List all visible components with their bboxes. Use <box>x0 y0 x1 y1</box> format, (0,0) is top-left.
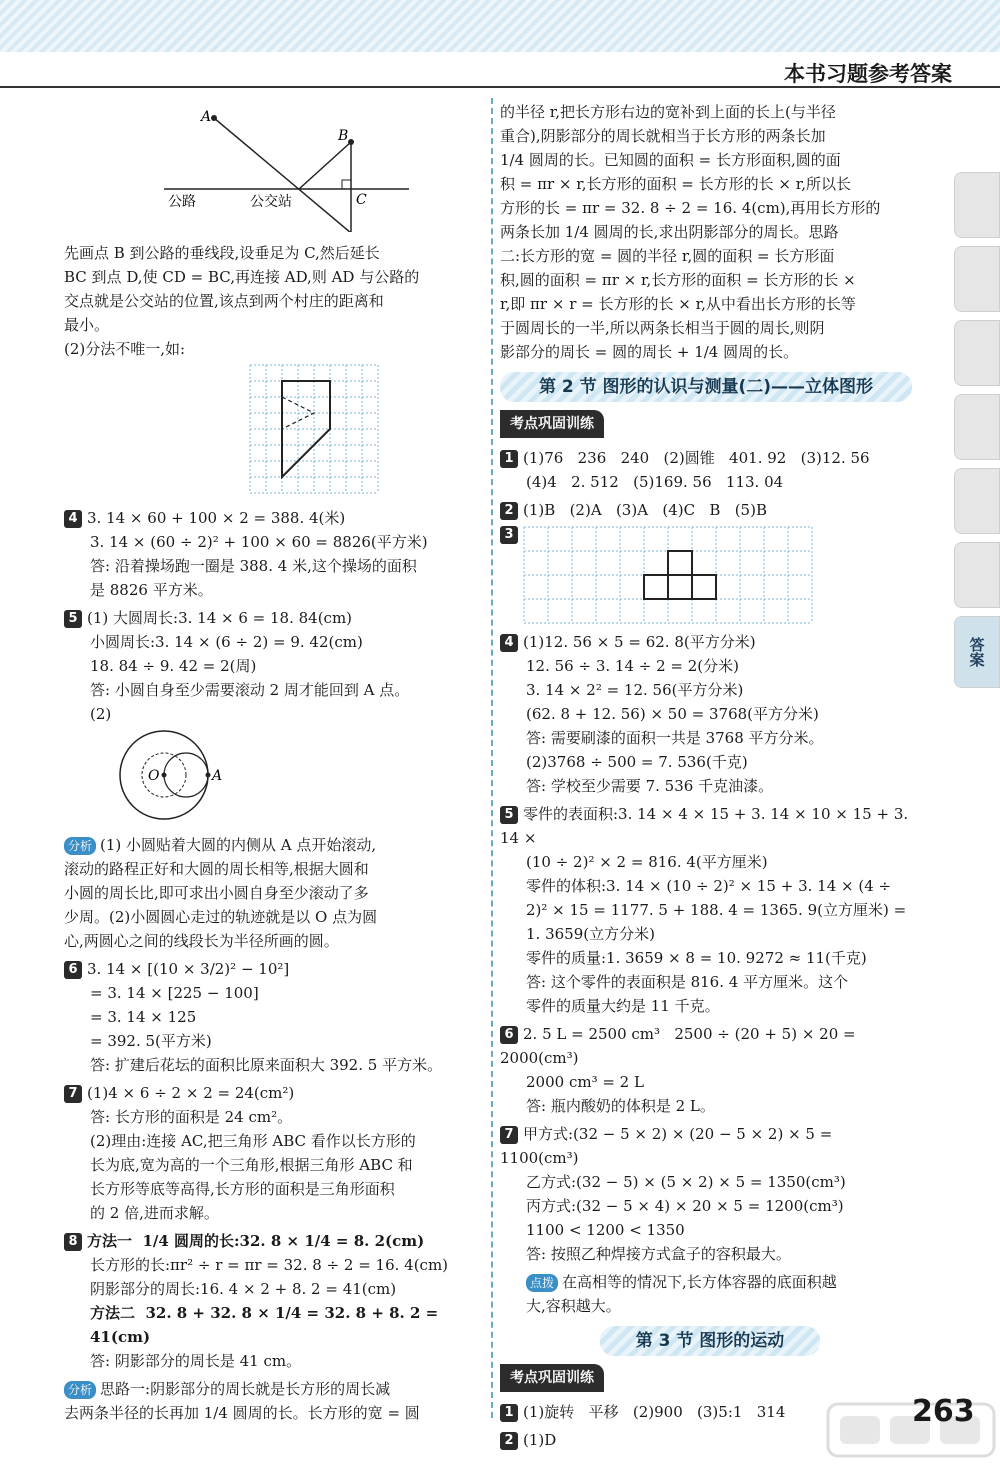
analysis-line: 小圆的周长比,即可求出小圆自身至少滚动了多 <box>64 884 369 902</box>
page-header-title: 本书习题参考答案 <box>784 62 952 86</box>
answer-line: 答: 需要刷漆的面积一共是 3768 平方分米。 <box>526 729 824 747</box>
circle-diagram <box>104 728 234 822</box>
paragraph-line: 方形的长 = πr = 32. 8 ÷ 2 = 16. 4(cm),再用长方形的 <box>500 199 881 217</box>
answer-line: 丙方式:(32 − 5 × 4) × 20 × 5 = 1200(cm³) <box>526 1197 844 1215</box>
answer-3 <box>500 526 912 626</box>
question-number-badge: 5 <box>64 610 82 628</box>
answer-6 <box>64 957 478 1077</box>
side-tab[interactable] <box>954 542 1000 608</box>
label-A: A <box>201 109 212 125</box>
answer-line: (1)12. 56 × 5 = 62. 8(平方分米) <box>523 633 756 651</box>
answer-line: 答: 这个零件的表面积是 816. 4 平方厘米。这个 <box>526 973 849 991</box>
answer-4 <box>64 506 478 602</box>
label-C: C <box>356 192 367 208</box>
label-A: A <box>212 768 223 784</box>
paragraph-line: 1/4 圆周的长。已知圆的面积 = 长方形面积,圆的面 <box>500 151 841 169</box>
answer-line: 3. 14 × [(10 × 3/2)² − 10²] <box>87 960 290 978</box>
tip-note <box>500 1270 912 1318</box>
note-line: 在高相等的情况下,长方体容器的底面积越 <box>562 1273 837 1291</box>
question-number-badge: 6 <box>500 1026 518 1044</box>
answer-line: 2)² × 15 = 1177. 5 + 188. 4 = 1365. 9(立方厘米) = <box>526 901 907 919</box>
answer-line: 3. 14 × 2² = 12. 56(平方分米) <box>526 681 744 699</box>
analysis-line: 去两条半径的长再加 1/4 圆周的长。长方形的宽 = 圆 <box>64 1404 420 1422</box>
answer-line: (2)3768 ÷ 500 = 7. 536(千克) <box>526 753 748 771</box>
paragraph-line: 两条长加 1/4 圆周的长,求出阴影部分的周长。思路 <box>500 223 839 241</box>
question-number-badge: 4 <box>500 634 518 652</box>
answer-line: = 3. 14 × [225 − 100] <box>90 984 259 1002</box>
paragraph-line: 于圆周长的一半,所以两条长相当于圆的周长,则阴 <box>500 319 825 337</box>
question-number-badge: 7 <box>500 1126 518 1144</box>
answer-line: (1)D <box>523 1431 557 1449</box>
answer-line: 甲方式:(32 − 5 × 2) × (20 − 5 × 2) × 5 = 1100(cm³) <box>500 1125 838 1167</box>
answer-line: 方法二 32. 8 + 32. 8 × 1/4 = 32. 8 + 8. 2 = 41(cm) <box>90 1304 444 1346</box>
answer-line: (10 ÷ 2)² × 2 = 816. 4(平方厘米) <box>526 853 768 871</box>
segment-B-station <box>299 142 351 189</box>
section-subheading: 考点巩固训练 <box>500 410 604 438</box>
side-tab[interactable] <box>954 320 1000 386</box>
answer-line: 是 8826 平方米。 <box>90 581 213 599</box>
answer-line: 答: 瓶内酸奶的体积是 2 L。 <box>526 1097 715 1115</box>
side-tab[interactable] <box>954 394 1000 460</box>
side-tab[interactable] <box>954 246 1000 312</box>
answer-line: 答: 扩建后花坛的面积比原来面积大 392. 5 平方米。 <box>90 1056 443 1074</box>
paragraph-line: 的半径 r,把长方形右边的宽补到上面的长上(与半径 <box>500 103 836 121</box>
label-B: B <box>338 128 349 144</box>
answer-line: 阴影部分的周长:16. 4 × 2 + 8. 2 = 41(cm) <box>90 1280 397 1298</box>
answer-line: 答: 小圆自身至少需要滚动 2 周才能回到 A 点。 <box>90 681 410 699</box>
answer-line: 答: 沿着操场跑一圈是 388. 4 米,这个操场的面积 <box>90 557 417 575</box>
point-A <box>206 773 211 778</box>
section-3-banner: 第 3 节 图形的运动 <box>600 1326 820 1356</box>
paragraph-line: 最小。 <box>64 316 110 334</box>
road-bus-stop-figure <box>64 100 478 239</box>
answer-line: 答: 学校至少需要 7. 536 千克油漆。 <box>526 777 774 795</box>
paragraph-line: 积,圆的面积 = πr × r,长方形的面积 = 长方形的长 × <box>500 271 856 289</box>
tip-tag: 点拨 <box>526 1274 558 1292</box>
right-angle-mark <box>342 180 351 189</box>
side-tab-answers[interactable] <box>954 616 1000 688</box>
point-B <box>348 139 354 145</box>
answer-line: 答: 阴影部分的周长是 41 cm。 <box>90 1352 302 1370</box>
answer-line: 的 2 倍,进而求解。 <box>90 1204 219 1222</box>
answer-line: 答: 按照乙种焊接方式盒子的容积最大。 <box>526 1245 791 1263</box>
answer-line: 方法一 1/4 圆周的长:32. 8 × 1/4 = 8. 2(cm) <box>87 1232 425 1250</box>
answer-line: 零件的质量:1. 3659 × 8 = 10. 9272 ≈ 11(千克) <box>526 949 867 967</box>
answer-line: (1)旋转 平移 (2)900 (3)5:1 314 <box>523 1403 786 1421</box>
answer-line: (62. 8 + 12. 56) × 50 = 3768(平方分米) <box>526 705 819 723</box>
cube-view-grid <box>523 526 813 626</box>
answer-4 <box>500 630 912 798</box>
answer-6 <box>500 1022 912 1118</box>
rolling-circle-figure <box>104 728 478 829</box>
answer-line: (4)4 2. 512 (5)169. 56 113. 04 <box>526 473 784 491</box>
question-number-badge: 2 <box>500 1432 518 1450</box>
question-number-badge: 1 <box>500 1404 518 1422</box>
analysis-2 <box>64 1377 478 1425</box>
answer-8 <box>64 1229 478 1373</box>
paragraph-line: 二:长方形的宽 = 圆的半径 r,圆的面积 = 长方形面 <box>500 247 835 265</box>
answer-line: (1)4 × 6 ÷ 2 × 2 = 24(cm²) <box>87 1084 295 1102</box>
side-tab-strip <box>954 172 1000 696</box>
question-number-badge: 2 <box>500 502 518 520</box>
grid-diagram <box>248 363 382 495</box>
answer-5 <box>500 802 912 1018</box>
page-number: 263 <box>912 1394 975 1429</box>
answer-line: 零件的体积:3. 14 × (10 ÷ 2)² × 15 + 3. 14 × (4 ÷ <box>526 877 892 895</box>
geometry-diagram <box>64 100 414 232</box>
question-number-badge: 6 <box>64 961 82 979</box>
left-column <box>64 98 478 1425</box>
answer-line: 长方形的长:πr² ÷ r = πr = 32. 8 ÷ 2 = 16. 4(cm) <box>90 1256 449 1274</box>
point-A <box>211 115 217 121</box>
analysis-line: 思路一:阴影部分的周长就是长方形的周长减 <box>100 1380 391 1398</box>
answer-7 <box>500 1122 912 1266</box>
answer-line: 3. 14 × 60 + 100 × 2 = 388. 4(米) <box>87 509 346 527</box>
paragraph-line: (2)分法不唯一,如: <box>64 340 186 358</box>
answer-line: 零件的表面积:3. 14 × 4 × 15 + 3. 14 × 10 × 15 + 3. 14 × <box>500 805 913 847</box>
analysis-1 <box>64 833 478 953</box>
side-tab[interactable] <box>954 468 1000 534</box>
paragraph-line: 积 = πr × r,长方形的面积 = 长方形的长 × r,所以长 <box>500 175 852 193</box>
analysis-line: 心,两圆心之间的线段长为半径所画的圆。 <box>64 932 339 950</box>
analysis-line: (1) 小圆贴着大圆的内侧从 A 点开始滚动, <box>100 836 377 854</box>
section-2-banner: 第 2 节 图形的认识与测量(二)——立体图形 <box>500 372 912 402</box>
answer-line: 2000 cm³ = 2 L <box>526 1073 644 1091</box>
answer-line: 长方形等底等高得,长方形的面积是三角形面积 <box>90 1180 395 1198</box>
question-number-badge: 3 <box>500 526 518 544</box>
answer-line: (1)B (2)A (3)A (4)C B (5)B <box>523 501 767 519</box>
question-number-badge: 1 <box>500 450 518 468</box>
grid-figure <box>248 363 478 502</box>
question-number-badge: 4 <box>64 510 82 528</box>
paragraph-line: r,即 πr × r = 长方形的长 × r,从中看出长方形的长等 <box>500 295 856 313</box>
segment-AD <box>214 118 351 232</box>
answer-line: 1. 3659(立方分米) <box>526 925 655 943</box>
side-tab-label: 答案 <box>967 637 986 667</box>
label-O: O <box>148 768 160 784</box>
answer-line: = 392. 5(平方米) <box>90 1032 212 1050</box>
answer-1 <box>500 446 912 494</box>
answer-line: 1100 < 1200 < 1350 <box>526 1221 685 1239</box>
analysis-tag: 分析 <box>64 837 96 855</box>
paragraph-line: BC 到点 D,使 CD = BC,再连接 AD,则 AD 与公路的 <box>64 268 420 286</box>
section-subheading: 考点巩固训练 <box>500 1364 604 1392</box>
label-bus-stop: 公交站 <box>250 194 292 210</box>
answer-5 <box>64 606 478 829</box>
paragraph-line: 交点就是公交站的位置,该点到两个村庄的距离和 <box>64 292 384 310</box>
answer-line: (1) 大圆周长:3. 14 × 6 = 18. 84(cm) <box>87 609 353 627</box>
answer-line: 3. 14 × (60 ÷ 2)² + 100 × 60 = 8826(平方米) <box>90 533 428 551</box>
column-divider <box>491 98 493 1418</box>
answer-line: 小圆周长:3. 14 × (6 ÷ 2) = 9. 42(cm) <box>90 633 363 651</box>
answer-line: (2) <box>90 705 112 723</box>
answer-line: 答: 长方形的面积是 24 cm²。 <box>90 1108 293 1126</box>
answer-line: 12. 56 ÷ 3. 14 ÷ 2 = 2(分米) <box>526 657 739 675</box>
paragraph-line: 先画点 B 到公路的垂线段,设垂足为 C,然后延长 <box>64 244 380 262</box>
question-number-badge: 5 <box>500 806 518 824</box>
view-squares <box>644 551 716 599</box>
answer-line: 长为底,宽为高的一个三角形,根据三角形 ABC 和 <box>90 1156 413 1174</box>
header-rule <box>0 86 1000 88</box>
answer-line: 零件的质量大约是 11 千克。 <box>526 997 720 1015</box>
answer-7 <box>64 1081 478 1225</box>
question-number-badge: 8 <box>64 1233 82 1251</box>
note-line: 大,容积越大。 <box>526 1297 621 1315</box>
answer-line: (2)理由:连接 AC,把三角形 ABC 看作以长方形的 <box>90 1132 416 1150</box>
paragraph-line: 重合),阴影部分的周长就相当于长方形的两条长加 <box>500 127 826 145</box>
analysis-tag: 分析 <box>64 1381 96 1399</box>
right-column <box>500 100 912 1452</box>
paragraph-line: 影部分的周长 = 圆的周长 + 1/4 圆周的长。 <box>500 343 799 361</box>
analysis-line: 少周。(2)小圆圆心走过的轨迹就是以 O 点为圆 <box>64 908 378 926</box>
side-tab[interactable] <box>954 172 1000 238</box>
answer-line: = 3. 14 × 125 <box>90 1008 197 1026</box>
point-O <box>162 773 167 778</box>
answer-2 <box>500 498 912 522</box>
analysis-line: 滚动的路程正好和大圆的周长相等,根据大圆和 <box>64 860 369 878</box>
top-decorative-band <box>0 0 1000 52</box>
label-road: 公路 <box>168 194 196 210</box>
question-number-badge: 7 <box>64 1085 82 1103</box>
answer-line: 18. 84 ÷ 9. 42 = 2(周) <box>90 657 257 675</box>
answer-line: 2. 5 L = 2500 cm³ 2500 ÷ (20 + 5) × 20 = 2000(cm³) <box>500 1025 861 1067</box>
answer-line: 乙方式:(32 − 5) × (5 × 2) × 5 = 1350(cm³) <box>526 1173 846 1191</box>
answer-line: (1)76 236 240 (2)圆锥 401. 92 (3)12. 56 <box>523 449 870 467</box>
